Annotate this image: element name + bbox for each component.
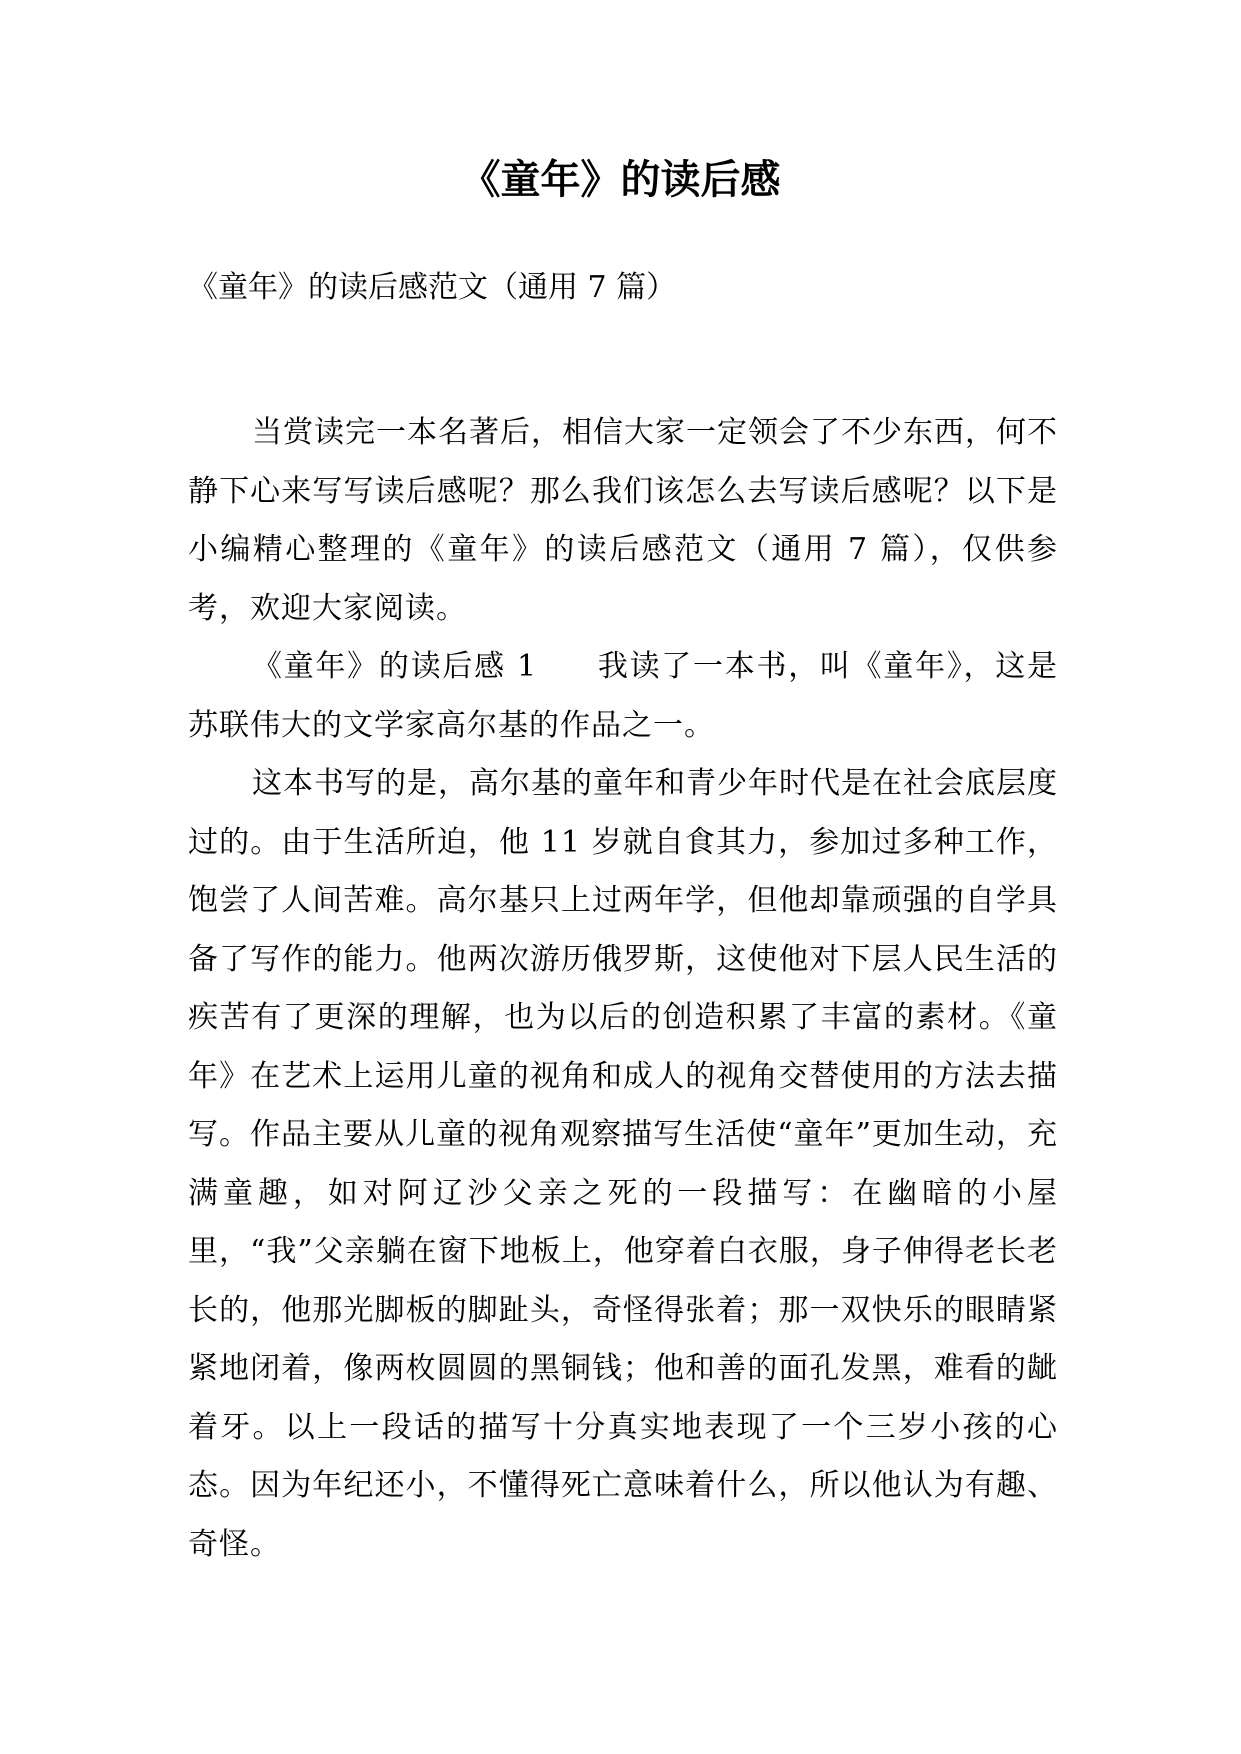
- document-title: 《童年》的读后感: [460, 157, 781, 203]
- document-subtitle: 《童年》的读后感范文（通用 7 篇）: [188, 270, 677, 305]
- document-body: [188, 404, 1058, 1574]
- intro-paragraph: 当赏读完一本名著后，相信大家一定领会了不少东西，何不静下心来写写读后感呢？那么我们该怎么去写读后感呢？以下是小编精心整理的《童年》的读后感范文（通用 7 篇），仅供参考，欢迎大家阅读。: [188, 415, 1058, 626]
- body-paragraph: 这本书写的是，高尔基的童年和青少年时代是在社会底层度过的。由于生活所迫，他 11 岁就自食其力，参加过多种工作，饱尝了人间苦难。高尔基只上过两年学，但他却靠顽强的自学具备了写作的能力。他两次游历俄罗斯，这使他对下层人民生活的疾苦有了更深的理解，也为以后的创造积累了丰富的素材。《童年》在艺术上运用儿童的视角和成人的视角交替使用的方法去描写。作品主要从儿童的视角观察描写生活使“童年”更加生动，充满童趣，如对阿辽沙父亲之死的一段描写：在幽暗的小屋里，“我”父亲躺在窗下地板上，他穿着白衣服，身子伸得老长老长的，他那光脚板的脚趾头，奇怪得张着；那一双快乐的眼睛紧紧地闭着，像两枚圆圆的黑铜钱；他和善的面孔发黑，难看的龇着牙。以上一段话的描写十分真实地表现了一个三岁小孩的心态。因为年纪还小，不懂得死亡意味着什么，所以他认为有趣、奇怪。: [188, 766, 1058, 1562]
- section-heading: 《童年》的读后感 1: [252, 649, 538, 684]
- section-paragraph: [188, 638, 1058, 755]
- section-lead: 我读了一本书，叫《童年》，这是苏联伟大的文学家高尔基的作品之一。: [188, 649, 1058, 743]
